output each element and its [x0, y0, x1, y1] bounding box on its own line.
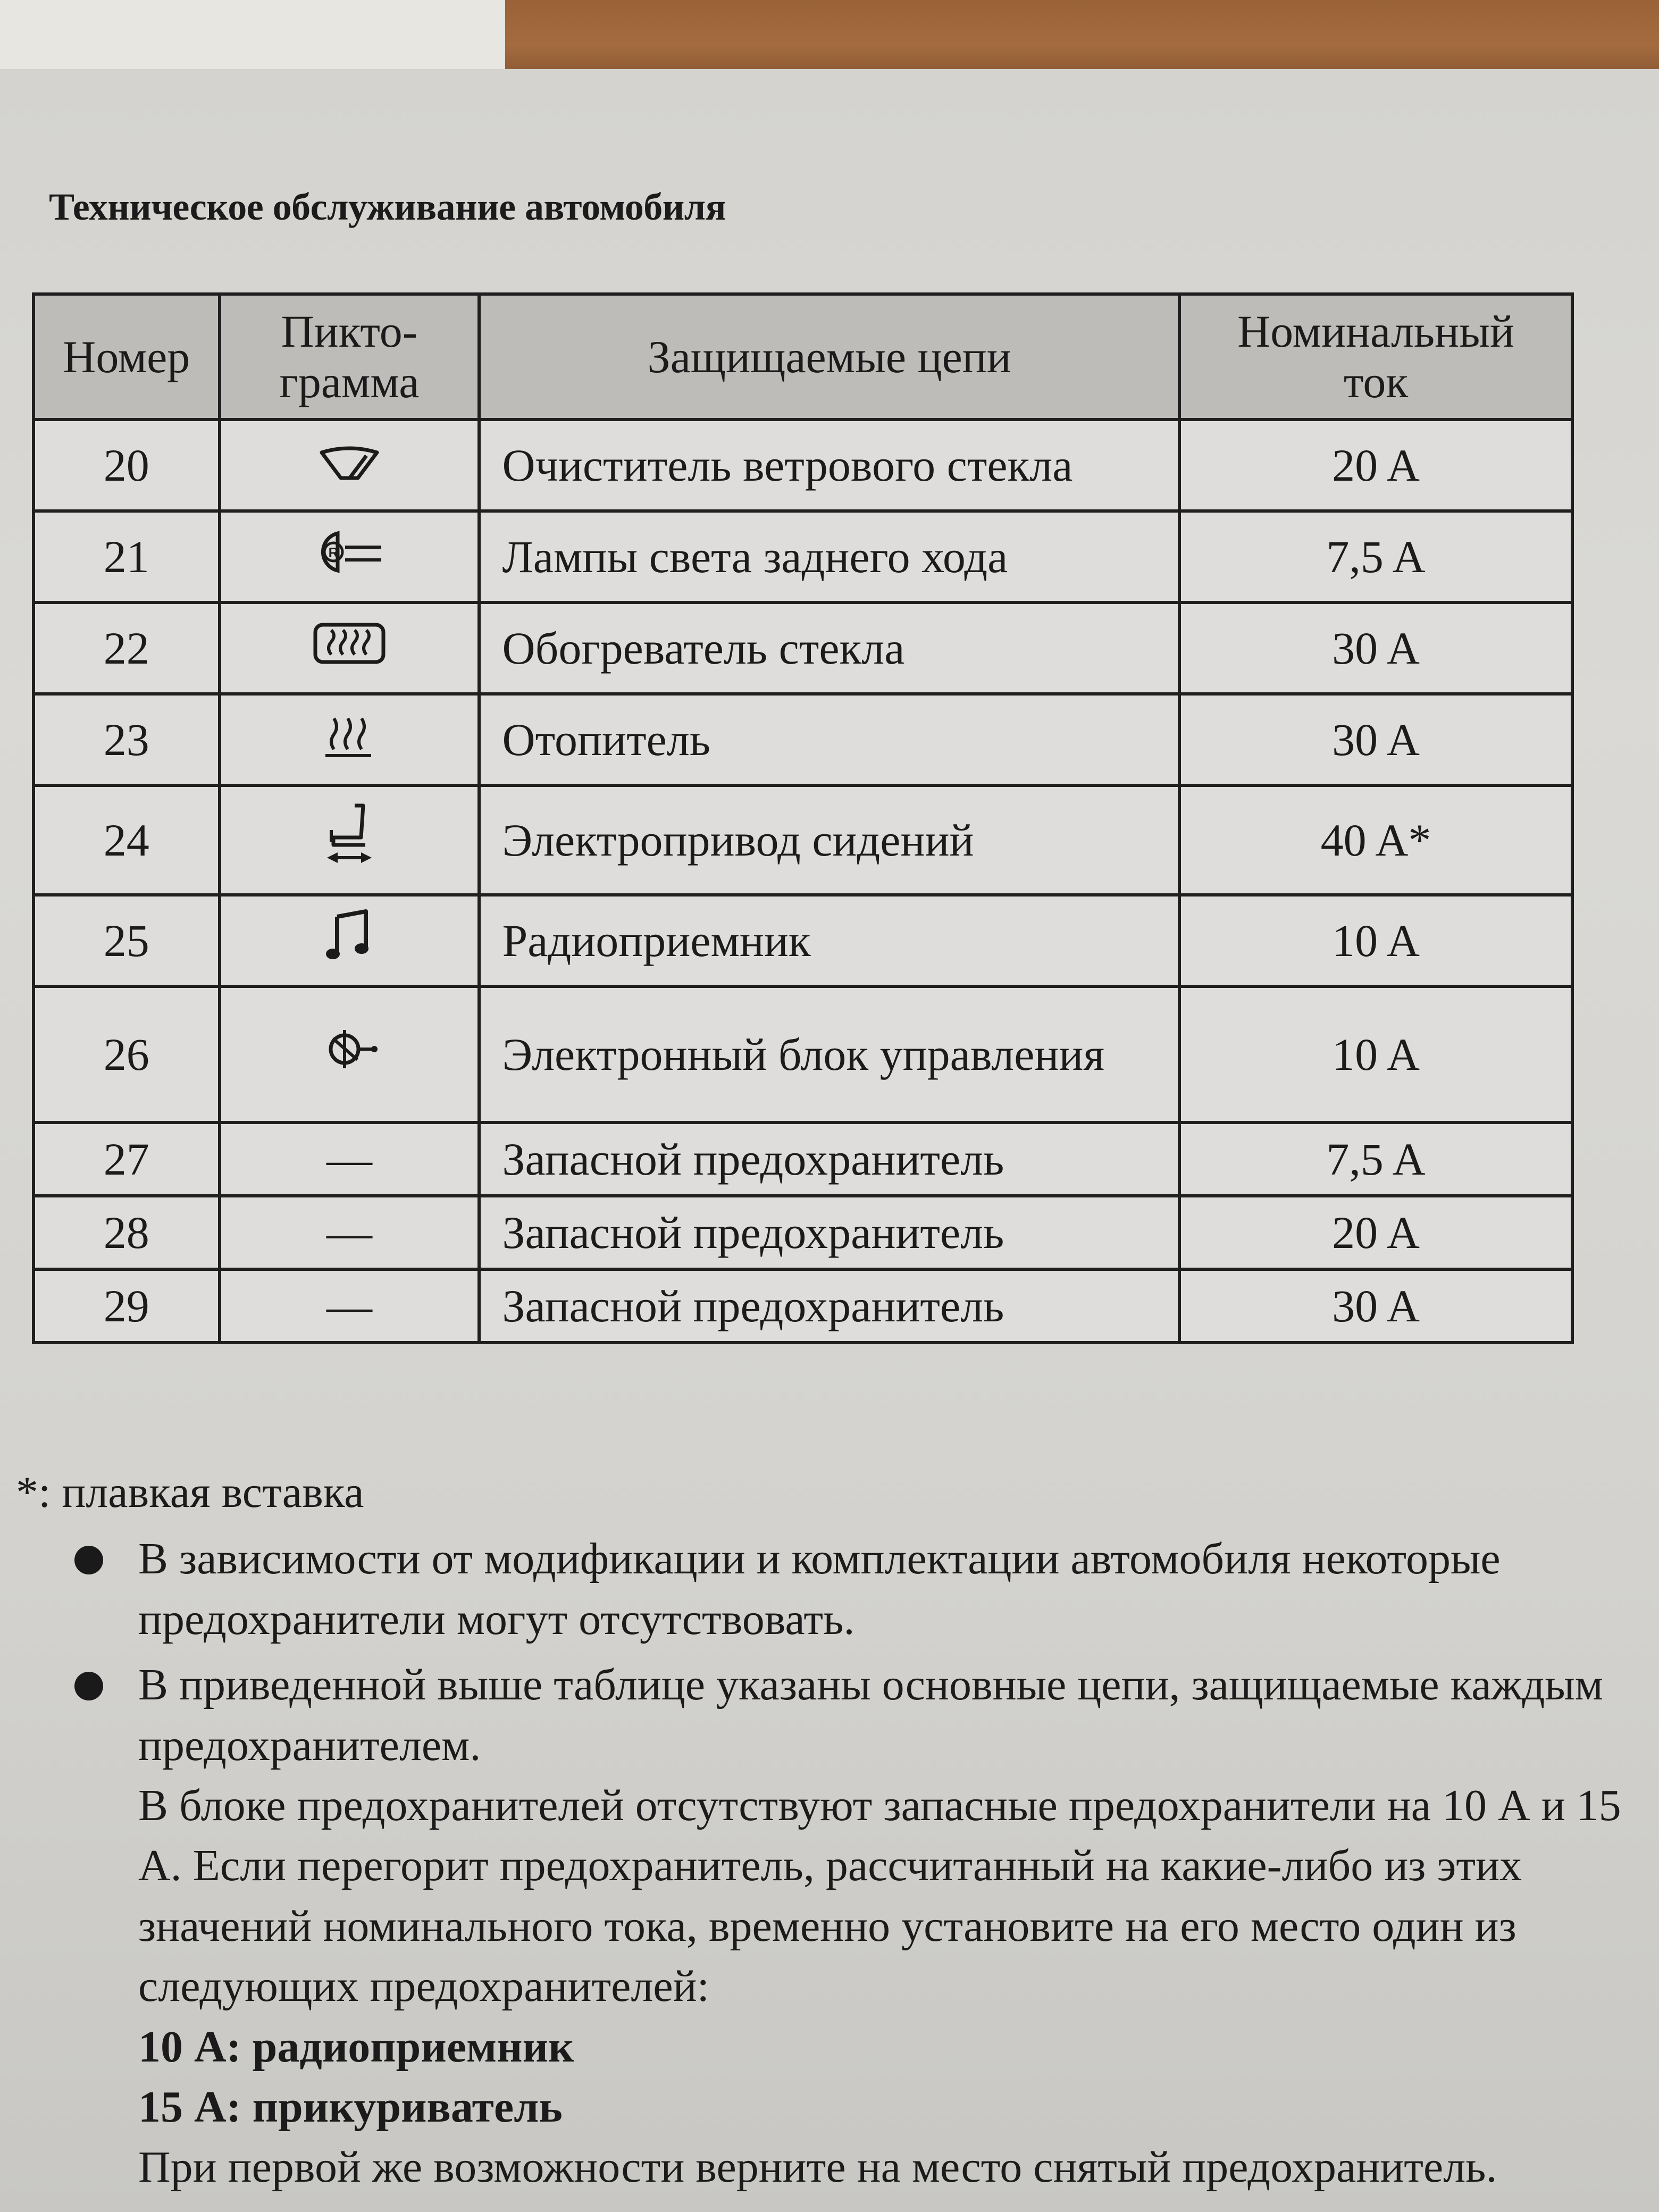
header-current [1179, 294, 1572, 420]
table-row [33, 511, 1572, 602]
bullet-paragraph: В блоке предохранителей отсутствуют запасные предохранители на 10 А и 15 А. Если перегорит предохранитель, рассчитанный на какие-либо из этих значений номинального тока, временно установите на его место один из следующих предохранителей: [138, 1780, 1621, 2012]
power-seat-icon [317, 800, 381, 881]
rated-current: 30 A [1179, 694, 1572, 785]
table-row [33, 602, 1572, 694]
bullet-text [138, 1655, 1622, 2198]
notes-section [16, 1462, 1622, 2203]
fuse-number: 27 [33, 1122, 220, 1196]
pictogram-cell [220, 694, 480, 785]
circuit-name: Запасной предохранитель [479, 1196, 1179, 1269]
bullet-list [16, 1529, 1622, 2197]
header-circuits: Защищаемые цепи [479, 294, 1179, 420]
table-row [33, 420, 1572, 511]
bullet-dot-icon [74, 1672, 103, 1700]
pictogram-cell [220, 420, 480, 511]
rated-current: 7,5 A [1179, 511, 1572, 602]
rated-current: 7,5 A [1179, 1122, 1572, 1196]
fuse-table [32, 292, 1574, 1344]
music-note-icon [325, 906, 373, 976]
table-header-row [33, 294, 1572, 420]
pictogram-cell [220, 785, 480, 895]
pictogram-dash: — [220, 1269, 480, 1343]
fuse-number: 22 [33, 602, 220, 694]
manual-page [0, 69, 1659, 2212]
pictogram-cell [220, 986, 480, 1122]
fuse-number: 23 [33, 694, 220, 785]
fuse-number: 21 [33, 511, 220, 602]
svg-text:R: R [328, 544, 339, 561]
table-row [33, 1196, 1572, 1269]
table-row [33, 694, 1572, 785]
circuit-name: Электронный блок управления [479, 986, 1179, 1122]
fuse-number: 20 [33, 420, 220, 511]
rated-current: 10 A [1179, 986, 1572, 1122]
bullet-item [16, 1529, 1622, 1649]
pictogram-cell [220, 895, 480, 986]
table-row [33, 1269, 1572, 1343]
circuit-name: Запасной предохранитель [479, 1269, 1179, 1343]
section-title: Техническое обслуживание автомобиля [49, 186, 726, 228]
pictogram-dash: — [220, 1122, 480, 1196]
bullet-text [138, 1529, 1622, 1649]
circuit-name: Радиоприемник [479, 895, 1179, 986]
engine-control-unit-icon [320, 1023, 379, 1087]
rated-current: 30 A [1179, 1269, 1572, 1343]
circuit-name: Очиститель ветрового стекла [479, 420, 1179, 511]
rated-current: 30 A [1179, 602, 1572, 694]
table-row [33, 895, 1572, 986]
footnote: *: плавкая вставка [16, 1468, 364, 1517]
pictogram-cell [220, 602, 480, 694]
rated-current: 20 A [1179, 420, 1572, 511]
pictogram-cell [220, 511, 480, 602]
bullet-paragraph: В зависимости от модификации и комплектации автомобиля некоторые предохранители могут отсутствовать. [138, 1534, 1501, 1644]
fuse-number: 29 [33, 1269, 220, 1343]
spare-fuse-10a: 10 А: радиоприемник [138, 2022, 574, 2072]
bullet-paragraph: В приведенной выше таблице указаны основные цепи, защищаемые каждым предохранителем. [138, 1660, 1603, 1770]
pictogram-dash: — [220, 1196, 480, 1269]
table-row [33, 1122, 1572, 1196]
bullet-item [16, 1655, 1622, 2198]
fuse-number: 28 [33, 1196, 220, 1269]
windshield-wiper-icon [317, 441, 381, 495]
heater-icon [320, 708, 379, 772]
rear-defroster-icon [312, 619, 387, 678]
spare-fuse-15a: 15 А: прикуриватель [138, 2082, 563, 2132]
circuit-name: Лампы света заднего хода [479, 511, 1179, 602]
reverse-lamp-icon [312, 528, 387, 587]
circuit-name: Запасной предохранитель [479, 1122, 1179, 1196]
header-pictogram-label: Пикто- грамма [279, 306, 420, 407]
header-number: Номер [33, 294, 220, 420]
fuse-number: 25 [33, 895, 220, 986]
circuit-name: Электропривод сидений [479, 785, 1179, 895]
header-pictogram [220, 294, 480, 420]
rated-current: 20 A [1179, 1196, 1572, 1269]
bullet-dot-icon [74, 1546, 103, 1574]
header-current-label: Номинальный ток [1237, 306, 1514, 407]
circuit-name: Обогреватель стекла [479, 602, 1179, 694]
table-row [33, 785, 1572, 895]
bullet-paragraph: При первой же возможности верните на место снятый предохранитель. [138, 2142, 1497, 2192]
rated-current: 10 A [1179, 895, 1572, 986]
fuse-number: 26 [33, 986, 220, 1122]
rated-current: 40 A* [1179, 785, 1572, 895]
fuse-number: 24 [33, 785, 220, 895]
circuit-name: Отопитель [479, 694, 1179, 785]
table-row [33, 986, 1572, 1122]
